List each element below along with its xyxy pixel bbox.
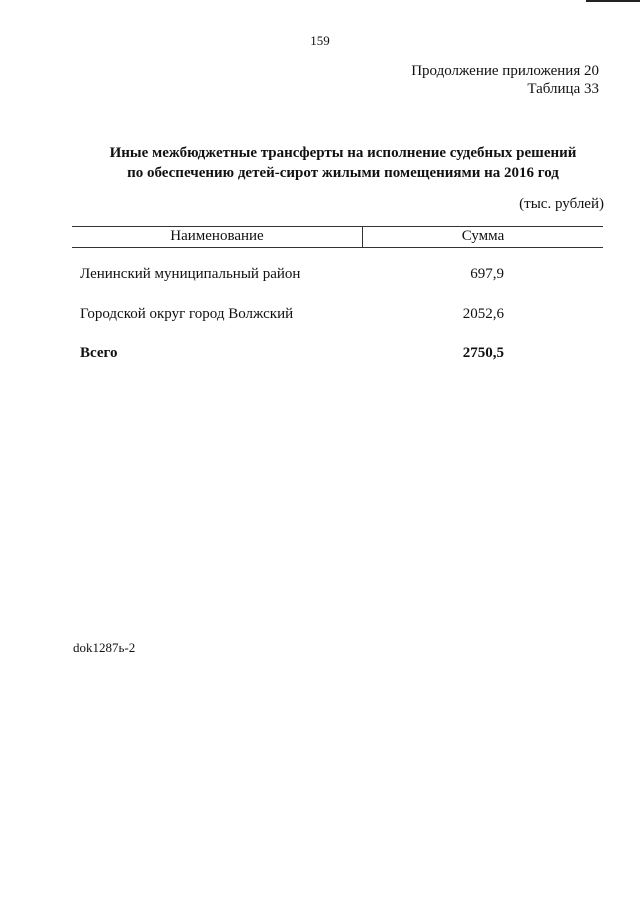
title-line-2: по обеспечению детей-сирот жилыми помещениями на 2016 год <box>127 165 559 181</box>
document-title <box>0 143 640 183</box>
row-value: 2052,6 <box>462 306 504 322</box>
appendix-label: Продолжение приложения 20 <box>411 63 599 79</box>
page-number: 159 <box>310 33 330 48</box>
title-line-1: Иные межбюджетные трансферты на исполнение судебных решений <box>109 145 577 161</box>
total-label: Всего <box>80 345 118 361</box>
row-name: Ленинский муниципальный район <box>80 266 301 282</box>
top-edge-rule <box>586 0 640 2</box>
table-number-label: Таблица 33 <box>527 81 599 97</box>
document-code: dok1287ь-2 <box>73 640 136 655</box>
row-value: 697,9 <box>470 266 504 282</box>
table-header <box>72 226 603 248</box>
units-label: (тыс. рублей) <box>519 196 604 212</box>
row-name: Городской округ город Волжский <box>80 306 294 322</box>
table-total-row <box>72 345 603 365</box>
appendix-reference <box>411 62 599 98</box>
table-row <box>72 306 603 326</box>
table-row <box>72 266 603 286</box>
column-header-name: Наименование <box>170 228 264 244</box>
transfers-table <box>72 226 603 361</box>
total-value: 2750,5 <box>462 345 504 361</box>
column-header-sum: Сумма <box>461 228 505 244</box>
